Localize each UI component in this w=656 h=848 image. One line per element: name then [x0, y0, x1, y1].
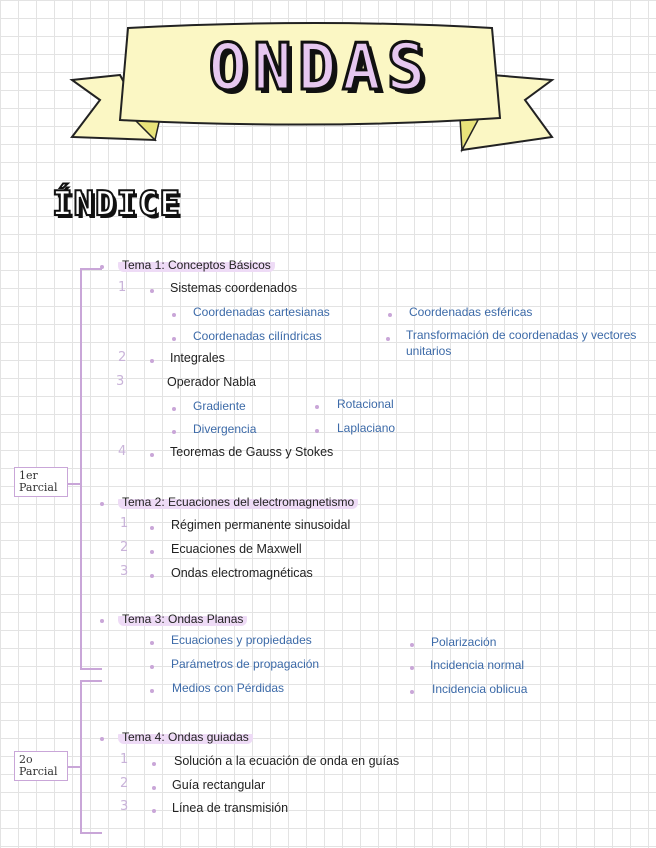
- topic-2-title: Tema 2: Ecuaciones del electromagnetismo: [118, 495, 358, 509]
- topic-4-title: Tema 4: Ondas guiadas: [118, 730, 253, 744]
- list-number: 3: [116, 374, 125, 389]
- sub-item: Incidencia normal: [430, 658, 525, 672]
- list-number: 4: [118, 444, 127, 459]
- page-title: ONDAS: [208, 31, 432, 105]
- sub-item: Laplaciano: [337, 421, 396, 435]
- list-item: Ecuaciones de Maxwell: [171, 542, 302, 556]
- sub-item: Transformación de coordenadas y vectores unitarios: [406, 328, 637, 358]
- list-item: Sistemas coordenados: [170, 281, 298, 295]
- sub-item: Coordenadas cartesianas: [193, 305, 330, 319]
- bracket-second-partial: [80, 680, 82, 832]
- sub-item: Coordenadas cilíndricas: [193, 329, 322, 343]
- topic-1-title: Tema 1: Conceptos Básicos: [118, 258, 275, 272]
- sub-item: Divergencia: [193, 422, 257, 436]
- topic-3-title: Tema 3: Ondas Planas: [118, 612, 247, 626]
- list-number: 1: [118, 280, 127, 295]
- list-item: Operador Nabla: [167, 375, 256, 389]
- sub-item: Medios con Pérdidas: [172, 681, 285, 695]
- index-heading: ÍNDICE: [52, 184, 181, 224]
- list-item: Integrales: [170, 351, 225, 365]
- list-item: Guía rectangular: [172, 778, 266, 792]
- sub-item: Gradiente: [193, 399, 246, 413]
- sub-item: Incidencia oblicua: [432, 682, 528, 696]
- side-label-second-partial: 2o Parcial: [14, 751, 68, 781]
- list-number: 2: [118, 350, 127, 365]
- list-item: Ondas electromagnéticas: [171, 566, 313, 580]
- list-number: 2: [120, 776, 129, 791]
- list-item: Teoremas de Gauss y Stokes: [170, 445, 334, 459]
- sub-item: Coordenadas esféricas: [409, 305, 533, 319]
- list-item: Régimen permanente sinusoidal: [171, 518, 351, 532]
- sub-item: Ecuaciones y propiedades: [171, 633, 312, 647]
- list-number: 1: [120, 516, 129, 531]
- list-item: Línea de transmisión: [172, 801, 289, 815]
- sub-item: Polarización: [431, 635, 497, 649]
- side-label-first-partial: 1er Parcial: [14, 467, 68, 497]
- list-item: Solución a la ecuación de onda en guías: [174, 754, 400, 768]
- sub-item: Rotacional: [337, 397, 394, 411]
- bracket-first-partial: [80, 268, 82, 668]
- list-number: 2: [120, 540, 129, 555]
- list-number: 1: [120, 752, 129, 767]
- list-number: 3: [120, 799, 129, 814]
- sub-item: Parámetros de propagación: [171, 657, 320, 671]
- list-number: 3: [120, 564, 129, 579]
